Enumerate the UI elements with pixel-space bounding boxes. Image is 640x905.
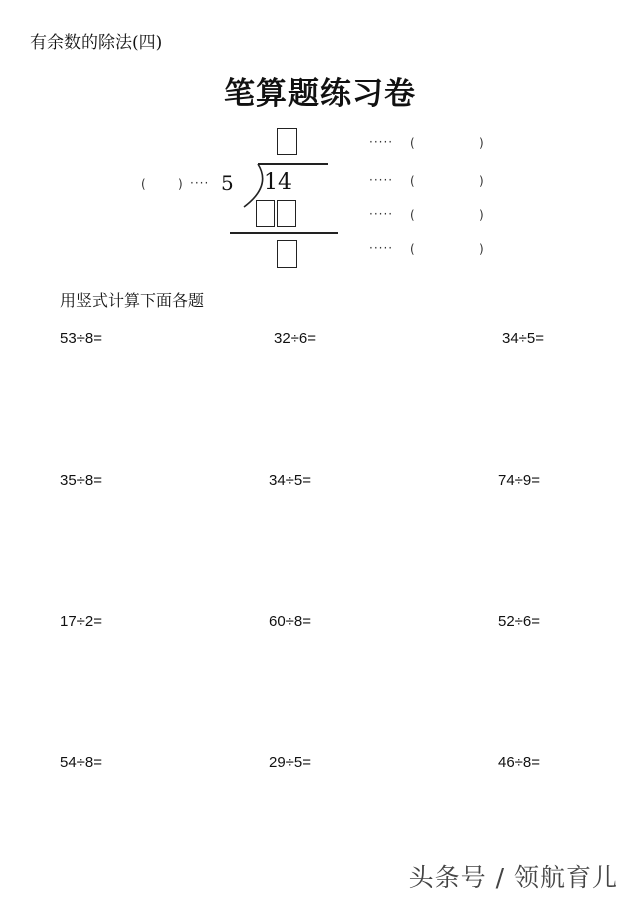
problem-item: 29÷5=	[269, 754, 312, 771]
problem-item: 35÷8=	[60, 472, 103, 489]
problem-item: 60÷8=	[269, 613, 312, 630]
product-box-ones	[277, 200, 296, 227]
annotation-dots: ·····	[369, 241, 394, 255]
problem-item: 54÷8=	[60, 754, 103, 771]
divisor: 5	[221, 171, 234, 195]
annotation-open: (	[410, 208, 415, 222]
problem-item: 52÷6=	[498, 613, 541, 630]
instruction-text: 用竖式计算下面各题	[60, 291, 205, 310]
annotation-dots: ·····	[369, 135, 394, 149]
annotation-dots: ·····	[369, 173, 394, 187]
problem-item: 32÷6=	[274, 330, 317, 347]
dividend: 14	[264, 170, 292, 195]
problem-item: 34÷5=	[269, 472, 312, 489]
divisor-label-dots: ····	[190, 176, 210, 190]
problem-item: 17÷2=	[60, 613, 103, 630]
divisor-label-open: (	[141, 177, 146, 191]
annotation-close: )	[479, 242, 484, 256]
annotation-close: )	[479, 136, 484, 150]
remainder-box	[277, 240, 297, 268]
problem-item: 34÷5=	[502, 330, 545, 347]
subtraction-line	[230, 232, 338, 234]
divisor-label-close: )	[178, 177, 183, 191]
annotation-open: (	[410, 174, 415, 188]
product-box-tens	[256, 200, 275, 227]
problem-item: 46÷8=	[498, 754, 541, 771]
problem-item: 53÷8=	[60, 330, 103, 347]
annotation-open: (	[410, 136, 415, 150]
annotation-dots: ·····	[369, 207, 394, 221]
problem-item: 74÷9=	[498, 472, 541, 489]
annotation-close: )	[479, 208, 484, 222]
annotation-open: (	[410, 242, 415, 256]
worksheet-subtitle: 有余数的除法(四)	[30, 33, 163, 53]
division-bar	[258, 163, 328, 165]
annotation-close: )	[479, 174, 484, 188]
worksheet-title: 笔算题练习卷	[224, 76, 416, 112]
quotient-box	[277, 128, 297, 155]
watermark: 头条号 / 领航育儿	[408, 863, 618, 892]
